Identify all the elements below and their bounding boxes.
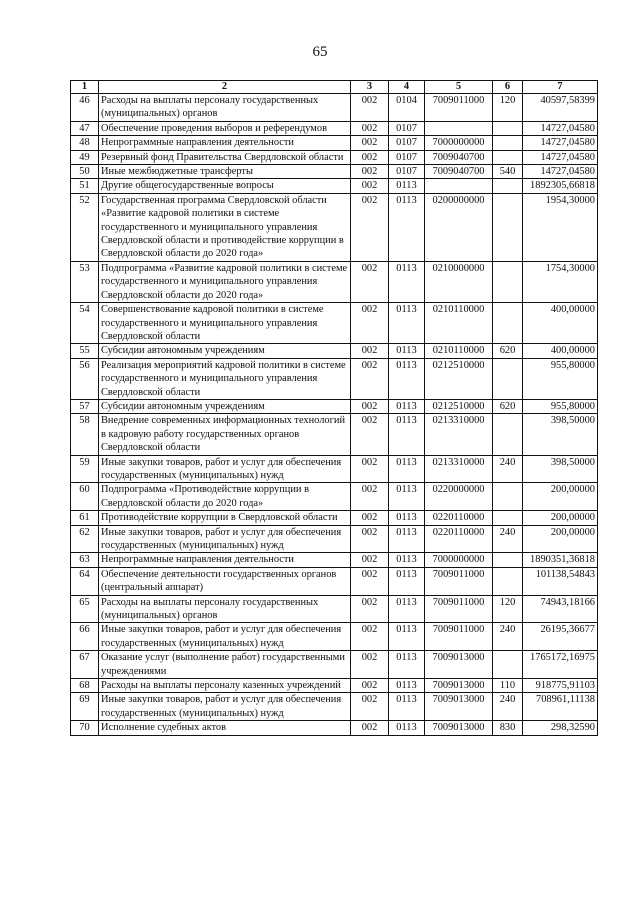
row-code-3: 002 xyxy=(351,525,389,553)
row-amount: 298,32590 xyxy=(523,721,598,735)
row-name: Расходы на выплаты персоналу казенных учреждений xyxy=(99,679,351,693)
row-code-4: 0113 xyxy=(389,595,425,623)
row-code-6: 620 xyxy=(493,399,523,413)
row-code-3: 002 xyxy=(351,455,389,483)
row-code-4: 0113 xyxy=(389,455,425,483)
row-code-5: 0210000000 xyxy=(425,261,493,302)
row-code-6: 240 xyxy=(493,693,523,721)
row-name: Оказание услуг (выполнение работ) государственными учреждениями xyxy=(99,651,351,679)
row-name: Иные закупки товаров, работ и услуг для обеспечения государственных (муниципальных) нужд xyxy=(99,693,351,721)
row-code-5: 7009011000 xyxy=(425,94,493,122)
row-code-5: 7009040700 xyxy=(425,165,493,179)
row-number: 54 xyxy=(71,303,99,344)
row-code-6 xyxy=(493,136,523,150)
row-code-3: 002 xyxy=(351,567,389,595)
table-row xyxy=(71,193,598,261)
row-code-4: 0113 xyxy=(389,525,425,553)
row-code-6 xyxy=(493,414,523,455)
row-name: Иные закупки товаров, работ и услуг для обеспечения государственных (муниципальных) нужд xyxy=(99,455,351,483)
row-name: Резервный фонд Правительства Свердловской области xyxy=(99,150,351,164)
row-code-3: 002 xyxy=(351,193,389,261)
row-amount: 955,80000 xyxy=(523,358,598,399)
row-number: 57 xyxy=(71,399,99,413)
row-code-5: 0212510000 xyxy=(425,399,493,413)
row-amount: 74943,18166 xyxy=(523,595,598,623)
row-code-6: 120 xyxy=(493,595,523,623)
row-code-6: 620 xyxy=(493,344,523,358)
row-code-6 xyxy=(493,483,523,511)
row-code-5: 7009013000 xyxy=(425,651,493,679)
table-row xyxy=(71,121,598,135)
row-amount: 1754,30000 xyxy=(523,261,598,302)
row-number: 51 xyxy=(71,179,99,193)
table-row xyxy=(71,455,598,483)
table-row xyxy=(71,344,598,358)
row-code-4: 0113 xyxy=(389,179,425,193)
row-name: Совершенствование кадровой политики в системе государственного и муниципального управления Свердловской области xyxy=(99,303,351,344)
row-code-4: 0107 xyxy=(389,165,425,179)
row-code-4: 0113 xyxy=(389,651,425,679)
row-code-3: 002 xyxy=(351,136,389,150)
row-name: Непрограммные направления деятельности xyxy=(99,553,351,567)
row-number: 68 xyxy=(71,679,99,693)
row-code-4: 0113 xyxy=(389,679,425,693)
row-number: 63 xyxy=(71,553,99,567)
header-col-5: 5 xyxy=(425,81,493,94)
row-number: 67 xyxy=(71,651,99,679)
row-code-6 xyxy=(493,261,523,302)
row-amount: 400,00000 xyxy=(523,303,598,344)
table-row xyxy=(71,261,598,302)
row-name: Обеспечение проведения выборов и референдумов xyxy=(99,121,351,135)
row-amount: 26195,36677 xyxy=(523,623,598,651)
row-amount: 200,00000 xyxy=(523,511,598,525)
row-code-3: 002 xyxy=(351,553,389,567)
row-amount: 1890351,36818 xyxy=(523,553,598,567)
row-number: 58 xyxy=(71,414,99,455)
row-code-5: 7009013000 xyxy=(425,679,493,693)
row-code-5: 0212510000 xyxy=(425,358,493,399)
row-code-5 xyxy=(425,179,493,193)
row-code-6: 540 xyxy=(493,165,523,179)
table-row xyxy=(71,679,598,693)
header-col-2: 2 xyxy=(99,81,351,94)
row-number: 65 xyxy=(71,595,99,623)
row-code-4: 0113 xyxy=(389,623,425,651)
row-name: Иные межбюджетные трансферты xyxy=(99,165,351,179)
table-row xyxy=(71,483,598,511)
row-name: Исполнение судебных актов xyxy=(99,721,351,735)
row-code-5: 7000000000 xyxy=(425,553,493,567)
row-code-3: 002 xyxy=(351,121,389,135)
row-code-5: 0220000000 xyxy=(425,483,493,511)
row-code-4: 0113 xyxy=(389,553,425,567)
row-code-5: 0213310000 xyxy=(425,414,493,455)
row-amount: 200,00000 xyxy=(523,525,598,553)
table-row xyxy=(71,553,598,567)
row-code-3: 002 xyxy=(351,721,389,735)
row-name: Расходы на выплаты персоналу государственных (муниципальных) органов xyxy=(99,595,351,623)
row-code-6 xyxy=(493,358,523,399)
row-code-6 xyxy=(493,179,523,193)
row-amount: 400,00000 xyxy=(523,344,598,358)
row-number: 56 xyxy=(71,358,99,399)
row-name: Внедрение современных информационных технологий в кадровую работу государственных органов Свердловской области xyxy=(99,414,351,455)
table-row xyxy=(71,303,598,344)
row-code-6: 110 xyxy=(493,679,523,693)
row-code-6 xyxy=(493,121,523,135)
row-number: 49 xyxy=(71,150,99,164)
row-code-6 xyxy=(493,193,523,261)
row-name: Государственная программа Свердловской области «Развитие кадровой политики в системе государственного и муниципального управления Свердловской области и противодействие коррупции в Свердловской области до 2020 года» xyxy=(99,193,351,261)
table-row xyxy=(71,511,598,525)
row-code-6 xyxy=(493,567,523,595)
row-name: Расходы на выплаты персоналу государственных (муниципальных) органов xyxy=(99,94,351,122)
row-amount: 1892305,66818 xyxy=(523,179,598,193)
row-name: Субсидии автономным учреждениям xyxy=(99,399,351,413)
row-code-3: 002 xyxy=(351,261,389,302)
row-code-4: 0107 xyxy=(389,136,425,150)
row-number: 48 xyxy=(71,136,99,150)
row-amount: 101138,54843 xyxy=(523,567,598,595)
row-code-5: 0210110000 xyxy=(425,344,493,358)
row-code-3: 002 xyxy=(351,358,389,399)
row-code-3: 002 xyxy=(351,344,389,358)
row-code-6 xyxy=(493,303,523,344)
row-code-4: 0113 xyxy=(389,344,425,358)
row-amount: 200,00000 xyxy=(523,483,598,511)
table-row xyxy=(71,165,598,179)
row-code-6: 240 xyxy=(493,525,523,553)
header-col-6: 6 xyxy=(493,81,523,94)
row-amount: 14727,04580 xyxy=(523,165,598,179)
row-code-3: 002 xyxy=(351,679,389,693)
budget-table xyxy=(70,80,598,736)
table-row xyxy=(71,721,598,735)
row-amount: 955,80000 xyxy=(523,399,598,413)
table-row xyxy=(71,651,598,679)
row-amount: 1765172,16975 xyxy=(523,651,598,679)
row-code-6: 240 xyxy=(493,455,523,483)
table-row xyxy=(71,136,598,150)
row-amount: 398,50000 xyxy=(523,414,598,455)
row-code-3: 002 xyxy=(351,693,389,721)
row-name: Иные закупки товаров, работ и услуг для обеспечения государственных (муниципальных) нужд xyxy=(99,525,351,553)
row-code-6: 120 xyxy=(493,94,523,122)
row-number: 69 xyxy=(71,693,99,721)
table-row xyxy=(71,414,598,455)
row-code-3: 002 xyxy=(351,414,389,455)
row-name: Другие общегосударственные вопросы xyxy=(99,179,351,193)
header-col-3: 3 xyxy=(351,81,389,94)
page-number: 65 xyxy=(312,44,328,60)
row-code-3: 002 xyxy=(351,150,389,164)
row-name: Реализация мероприятий кадровой политики в системе государственного и муниципального управления Свердловской области xyxy=(99,358,351,399)
row-number: 70 xyxy=(71,721,99,735)
row-code-5: 0213310000 xyxy=(425,455,493,483)
row-amount: 14727,04580 xyxy=(523,136,598,150)
row-code-5: 7009013000 xyxy=(425,721,493,735)
row-code-4: 0113 xyxy=(389,721,425,735)
row-code-4: 0113 xyxy=(389,483,425,511)
row-code-6 xyxy=(493,150,523,164)
table-row xyxy=(71,693,598,721)
row-code-5: 0210110000 xyxy=(425,303,493,344)
row-code-5: 0220110000 xyxy=(425,511,493,525)
table-row xyxy=(71,595,598,623)
row-name: Подпрограмма «Противодействие коррупции в Свердловской области до 2020 года» xyxy=(99,483,351,511)
table-header-row xyxy=(71,81,598,94)
row-code-3: 002 xyxy=(351,303,389,344)
row-code-4: 0113 xyxy=(389,399,425,413)
row-code-5: 7009011000 xyxy=(425,567,493,595)
row-number: 59 xyxy=(71,455,99,483)
row-code-5: 7009013000 xyxy=(425,693,493,721)
table-row xyxy=(71,567,598,595)
row-code-5: 7009040700 xyxy=(425,150,493,164)
row-number: 47 xyxy=(71,121,99,135)
row-name: Непрограммные направления деятельности xyxy=(99,136,351,150)
row-number: 62 xyxy=(71,525,99,553)
row-code-4: 0107 xyxy=(389,121,425,135)
row-code-3: 002 xyxy=(351,94,389,122)
table-row xyxy=(71,179,598,193)
row-code-6: 830 xyxy=(493,721,523,735)
row-code-6 xyxy=(493,511,523,525)
table-row xyxy=(71,525,598,553)
row-number: 64 xyxy=(71,567,99,595)
row-name: Подпрограмма «Развитие кадровой политики в системе государственного и муниципального управления Свердловской области до 2020 года» xyxy=(99,261,351,302)
row-number: 66 xyxy=(71,623,99,651)
row-amount: 708961,11138 xyxy=(523,693,598,721)
row-number: 61 xyxy=(71,511,99,525)
row-code-3: 002 xyxy=(351,399,389,413)
row-code-4: 0113 xyxy=(389,414,425,455)
row-name: Обеспечение деятельности государственных органов (центральный аппарат) xyxy=(99,567,351,595)
row-code-6 xyxy=(493,553,523,567)
table-row xyxy=(71,399,598,413)
row-name: Субсидии автономным учреждениям xyxy=(99,344,351,358)
row-code-5: 7009011000 xyxy=(425,595,493,623)
row-code-4: 0113 xyxy=(389,693,425,721)
table-row xyxy=(71,358,598,399)
row-code-4: 0113 xyxy=(389,261,425,302)
row-number: 55 xyxy=(71,344,99,358)
header-col-4: 4 xyxy=(389,81,425,94)
row-code-4: 0113 xyxy=(389,303,425,344)
row-code-3: 002 xyxy=(351,651,389,679)
header-col-7: 7 xyxy=(523,81,598,94)
row-code-3: 002 xyxy=(351,165,389,179)
row-code-4: 0107 xyxy=(389,150,425,164)
header-col-1: 1 xyxy=(71,81,99,94)
row-amount: 14727,04580 xyxy=(523,150,598,164)
row-code-3: 002 xyxy=(351,483,389,511)
row-number: 50 xyxy=(71,165,99,179)
row-code-3: 002 xyxy=(351,595,389,623)
table-row xyxy=(71,150,598,164)
table-row xyxy=(71,94,598,122)
row-code-5: 7009011000 xyxy=(425,623,493,651)
row-code-3: 002 xyxy=(351,511,389,525)
row-amount: 918775,91103 xyxy=(523,679,598,693)
row-amount: 40597,58399 xyxy=(523,94,598,122)
table-row xyxy=(71,623,598,651)
row-name: Противодействие коррупции в Свердловской области xyxy=(99,511,351,525)
row-amount: 398,50000 xyxy=(523,455,598,483)
row-code-5 xyxy=(425,121,493,135)
row-code-5: 7000000000 xyxy=(425,136,493,150)
row-code-4: 0113 xyxy=(389,358,425,399)
row-number: 46 xyxy=(71,94,99,122)
row-code-4: 0104 xyxy=(389,94,425,122)
row-name: Иные закупки товаров, работ и услуг для обеспечения государственных (муниципальных) нужд xyxy=(99,623,351,651)
row-code-3: 002 xyxy=(351,179,389,193)
row-code-6: 240 xyxy=(493,623,523,651)
row-code-6 xyxy=(493,651,523,679)
row-amount: 14727,04580 xyxy=(523,121,598,135)
row-number: 60 xyxy=(71,483,99,511)
row-code-3: 002 xyxy=(351,623,389,651)
row-code-5: 0220110000 xyxy=(425,525,493,553)
row-code-4: 0113 xyxy=(389,567,425,595)
row-code-4: 0113 xyxy=(389,193,425,261)
row-code-4: 0113 xyxy=(389,511,425,525)
row-number: 53 xyxy=(71,261,99,302)
row-code-5: 0200000000 xyxy=(425,193,493,261)
row-amount: 1954,30000 xyxy=(523,193,598,261)
row-number: 52 xyxy=(71,193,99,261)
